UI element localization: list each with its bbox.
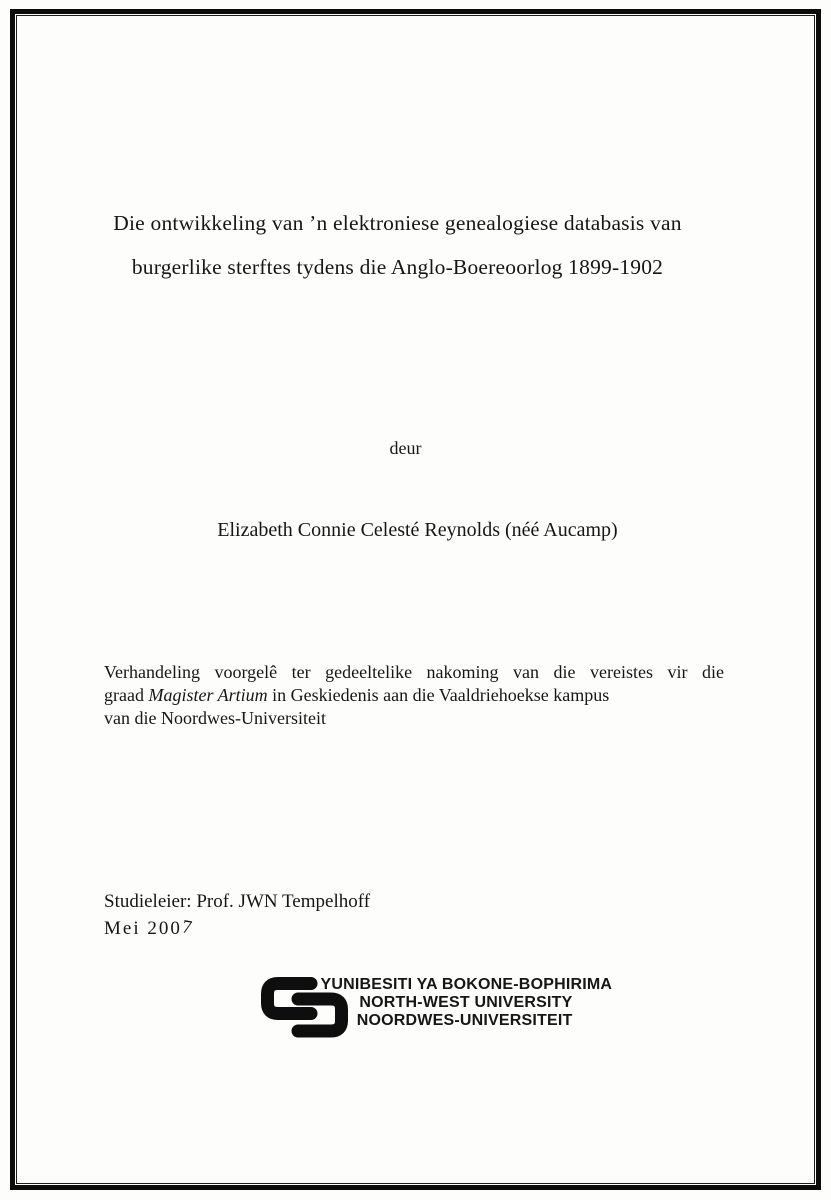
date-line	[104, 915, 370, 942]
logo-line-setswana: YUNIBESITI YA BOKONE-BOPHIRIMA	[320, 976, 613, 993]
degree-statement-line-1: Verhandeling voorgelê ter gedeeltelike nakoming van die vereistes vir die	[104, 662, 724, 682]
date-last-digit: 7	[180, 916, 194, 939]
thesis-title-line-1: Die ontwikkeling van ’n elektroniese genealogiese databasis van	[113, 211, 682, 235]
degree-statement-line-2-prefix: graad	[104, 685, 149, 705]
author-name: Elizabeth Connie Celesté Reynolds (néé Aucamp)	[217, 519, 618, 541]
degree-statement	[104, 661, 724, 730]
logo-line-afrikaans: NOORDWES-UNIVERSITEIT	[356, 1012, 573, 1029]
date-prefix: Mei 200	[104, 918, 182, 939]
nwu-logo	[259, 971, 613, 1045]
thesis-title-line-2: burgerlike sterftes tydens die Anglo-Boereoorlog 1899-1902	[131, 255, 664, 279]
degree-statement-line-3: van die Noordwes-Universiteit	[104, 708, 326, 728]
thesis-title	[38, 201, 758, 289]
degree-title-italic: Magister Artium	[148, 685, 268, 705]
supervisor-block	[104, 888, 370, 942]
supervisor-line: Studieleier: Prof. JWN Tempelhoff	[104, 891, 371, 912]
degree-statement-line-2	[104, 684, 724, 707]
degree-statement-line-2-suffix: in Geskiedenis aan die Vaaldriehoekse kampus	[267, 685, 610, 705]
byline-label: deur	[389, 438, 422, 458]
logo-line-english: NORTH-WEST UNIVERSITY	[359, 994, 573, 1011]
nwu-logo-wordmark	[320, 976, 613, 1030]
